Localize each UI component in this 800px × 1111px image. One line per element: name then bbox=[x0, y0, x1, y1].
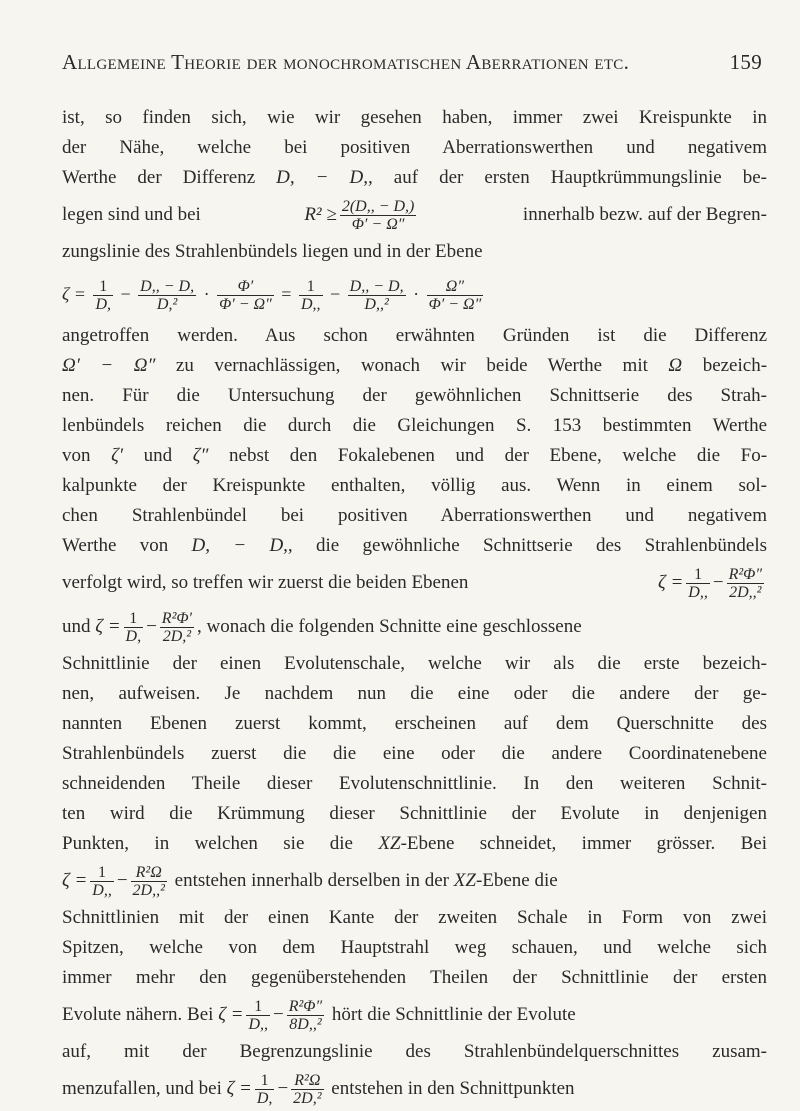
text-span: Werthe der Differenz bbox=[62, 167, 256, 188]
text-line bbox=[62, 193, 767, 237]
text-line: ζ = $\frac{1}{D,,}$ − $\frac{\text{R²Ω}}{\text{2D,,²}}$ entstehen innerhalb derselben in der XZ -Ebene die bbox=[62, 863, 558, 899]
text-line: nannten Ebenen zuerst kommt, erscheinen auf dem Querschnitte des bbox=[62, 713, 767, 734]
text-line: nen, aufweisen. Je nachdem nun die eine oder die andere der ge- bbox=[62, 683, 767, 704]
math-inline: ζ = $\frac{1}{D,,}$ − $\frac{\text{R²Φ″}}{\text{2D,,²}}$ bbox=[658, 565, 762, 601]
text-line: Schnittlinie der einen Evolutenschale, welche wir als die erste bezeich- bbox=[62, 653, 767, 674]
fraction: $\frac{1}{D,,}$ bbox=[92, 863, 112, 899]
text-line: Spitzen, welche von dem Hauptstrahl weg schauen, und welche sich bbox=[62, 937, 767, 958]
math-inline: Ω′ − Ω″ bbox=[62, 355, 156, 376]
text-span: innerhalb bezw. auf der Begren- bbox=[522, 204, 767, 225]
text-line: ten wird die Krümmung dieser Schnittlinie der Evolute in denjenigen bbox=[62, 803, 767, 824]
fraction: $\frac{1}{D,,}$ bbox=[300, 278, 321, 314]
text-line: kalpunkte der Kreispunkte enthalten, völlig aus. Wenn in einem sol- bbox=[62, 475, 767, 496]
running-header bbox=[62, 50, 762, 80]
fraction: $\frac{\text{R²Ω}}{\text{2D,²}}$ bbox=[293, 1071, 322, 1107]
text-line: angetroffen werden. Aus schon erwähnten Gründen ist die Differenz bbox=[62, 325, 767, 346]
text-line: lenbündels reichen die durch die Gleichungen S. 153 bestimmten Werthe bbox=[62, 415, 767, 436]
text-line: chen Strahlenbündel bei positiven Aberrationswerthen und negativem bbox=[62, 505, 767, 526]
text-line: Strahlenbündels zuerst die die eine oder die andere Coordinatenebene bbox=[62, 743, 767, 764]
fraction: $\frac{1}{D,}$ bbox=[256, 1071, 273, 1107]
fraction: $\frac{\Omega''}{\Phi' - \Omega''}$ bbox=[428, 278, 482, 314]
fraction bbox=[340, 198, 417, 233]
fraction: $\frac{D,, - D,}{\text{D,²}}$ bbox=[140, 278, 195, 314]
fraction: $\frac{1}{D,}$ bbox=[125, 609, 142, 645]
fraction: $\frac{1}{D,}$ bbox=[95, 278, 111, 314]
text-line: ist, so finden sich, wie wir gesehen haben, immer zwei Kreispunkte in bbox=[62, 107, 767, 128]
fraction: $\frac{1}{D,,}$ bbox=[248, 997, 269, 1033]
fraction: $\frac{1}{D,,}$ bbox=[688, 565, 708, 601]
text-line: verfolgt wird, so treffen wir zuerst die beiden Ebenen ζ = $\frac{1}{D,,}$ − $\frac{\text{R²Φ″}}{\text{2D,,²}}$ bbox=[62, 561, 767, 605]
text-line: schneidenden Theile dieser Evolutenschnittlinie. In den weiteren Schnit- bbox=[62, 773, 767, 794]
fraction: $\frac{\Phi'}{\Phi' - \Omega''}$ bbox=[219, 278, 272, 314]
text-line: Ω′ − Ω″ zu vernachlässigen, wonach wir beide Werthe mit Ω bezeich- bbox=[62, 355, 767, 376]
math-inline: D, − D,, bbox=[276, 167, 373, 188]
body-text bbox=[62, 103, 767, 1111]
text-line: Punkten, in welchen sie die XZ-Ebene schneidet, immer grösser. Bei bbox=[62, 833, 767, 854]
text-line: auf, mit der Begrenzungslinie des Strahlenbündelquerschnittes zusam- bbox=[62, 1041, 767, 1062]
text-line: immer mehr den gegenüberstehenden Theilen der Schnittlinie der ersten bbox=[62, 967, 767, 988]
text-line: Evolute nähern. Bei ζ = $\frac{1}{D,,}$ − $\frac{\text{R²Φ″}}{\text{8D,,²}}$ hört die Schnittlinie der Evolute bbox=[62, 997, 576, 1033]
page-number: 159 bbox=[729, 50, 762, 74]
text-line: zungslinie des Strahlenbündels liegen und in der Ebene bbox=[62, 241, 483, 262]
fraction: $\frac{\text{R²Φ″}}{\text{8D,,²}}$ bbox=[288, 997, 323, 1033]
header-title: Allgemeine Theorie der monochromatischen Aberrationen etc. bbox=[62, 50, 630, 74]
math-symbol: ζ = bbox=[62, 284, 86, 304]
text-line: nen. Für die Untersuchung der gewöhnlichen Schnittserie des Strah- bbox=[62, 385, 767, 406]
text-line bbox=[62, 163, 767, 193]
fraction: $\frac{D,, - D,}{\text{D,,²}}$ bbox=[349, 278, 404, 314]
text-line: menzufallen, und bei ζ = $\frac{1}{D,}$ − $\frac{\text{R²Ω}}{\text{2D,²}}$ entstehen in den Schnittpunkten bbox=[62, 1071, 575, 1107]
text-line: der Nähe, welche bei positiven Aberrationswerthen und negativem bbox=[62, 137, 767, 158]
text-line: und ζ = $\frac{1}{D,}$ − $\frac{\text{R²Φ′}}{\text{2D,²}}$ , wonach die folgenden Schnitte eine geschlossene bbox=[62, 609, 582, 645]
math-symbol: R² ≥ bbox=[304, 204, 337, 225]
display-equation: ζ = $\frac{1}{D,}$ − $\frac{D,, - D,}{\text{D,²}}$ · $\frac{\Phi'}{\Phi' - \Omega''}$ = $\frac{1}{D,,}$ − $\frac{D,, - D,}{\text{D,,²}}$ · $\frac{\Omega''}{\Phi' - \Omega''}$ bbox=[62, 278, 482, 314]
text-span: legen sind und bei bbox=[62, 204, 201, 225]
text-line: von ζ′ und ζ″ nebst den Fokalebenen und der Ebene, welche die Fo- bbox=[62, 445, 767, 466]
math-inline bbox=[304, 193, 419, 237]
fraction-denominator: Φ′ − Ω″ bbox=[340, 215, 417, 233]
fraction-numerator: 2(D,, − D,) bbox=[341, 197, 415, 215]
fraction: $\frac{\text{R²Φ′}}{\text{2D,²}}$ bbox=[161, 609, 193, 645]
fraction: $\frac{\text{R²Φ″}}{\text{2D,,²}}$ bbox=[728, 565, 762, 601]
text-line: Werthe von D, − D,, die gewöhnliche Schnittserie des Strahlenbündels bbox=[62, 535, 767, 556]
text-span: auf der ersten Hauptkrümmungslinie be- bbox=[393, 167, 767, 188]
text-line: Schnittlinien mit der einen Kante der zweiten Schale in Form von zwei bbox=[62, 907, 767, 928]
fraction: $\frac{\text{R²Ω}}{\text{2D,,²}}$ bbox=[132, 863, 165, 899]
